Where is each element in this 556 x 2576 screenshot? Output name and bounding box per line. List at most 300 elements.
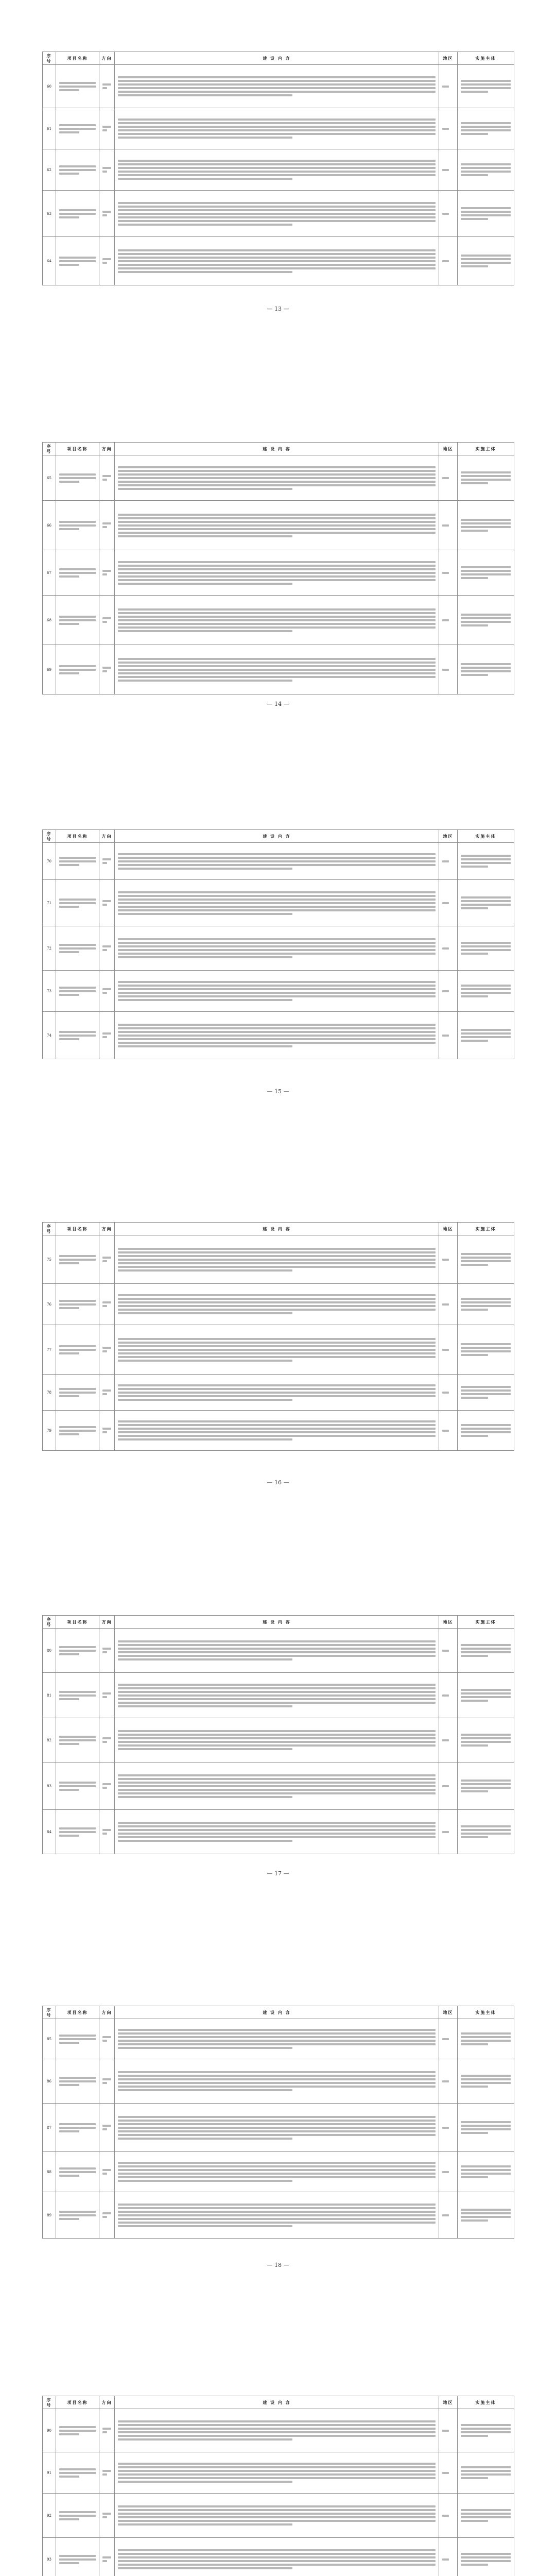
project-name-text [56, 596, 99, 645]
text-line [461, 1032, 511, 1035]
text-line [461, 985, 511, 987]
project-name-text [56, 1762, 99, 1810]
text-line [59, 2035, 96, 2037]
text-line [118, 864, 436, 866]
text-line [461, 2216, 511, 2218]
text-line [118, 94, 292, 96]
header-entity: 实施主体 [458, 2006, 514, 2019]
text-line [118, 1822, 436, 1824]
row-number: 80 [43, 1629, 56, 1673]
text-line [59, 2472, 96, 2474]
text-line [118, 568, 436, 570]
text-line [118, 2556, 436, 2558]
text-line [118, 2222, 436, 2224]
text-line [118, 1045, 292, 1047]
text-line [461, 2556, 511, 2558]
entity-text [458, 1673, 514, 1718]
text-line [102, 2169, 111, 2171]
project-name-text [56, 843, 99, 880]
text-line [118, 224, 292, 226]
text-line [118, 2036, 436, 2038]
content-text [115, 596, 439, 645]
text-line [461, 1298, 511, 1300]
text-line [461, 265, 488, 267]
entity-text [458, 455, 514, 501]
text-line [102, 1787, 107, 1789]
region-text [439, 1718, 458, 1762]
region-text [439, 237, 458, 285]
text-line [59, 1743, 79, 1745]
text-line [102, 479, 107, 481]
project-table [42, 1615, 514, 1854]
text-line [442, 477, 449, 479]
text-line [442, 669, 449, 671]
project-name-text [56, 2192, 99, 2239]
text-line [442, 1831, 449, 1833]
text-line [102, 1431, 107, 1433]
text-line [102, 2473, 107, 2476]
row-number: 89 [43, 2192, 56, 2239]
entity-text [458, 1718, 514, 1762]
text-line [118, 857, 436, 859]
text-line [59, 2130, 79, 2132]
text-line [118, 1836, 436, 1838]
text-line [118, 2516, 436, 2518]
text-line [461, 214, 511, 216]
text-line [118, 1262, 436, 1264]
header-seq: 序号 [43, 1223, 56, 1235]
text-line [59, 473, 96, 476]
text-line [442, 2080, 449, 2082]
table-row [43, 1629, 514, 1673]
content-text [115, 1375, 439, 1411]
page-number: — 14 — [267, 701, 289, 707]
mode-text [99, 550, 115, 596]
region-text [439, 1762, 458, 1810]
mode-text [99, 1411, 115, 1451]
text-line [118, 1309, 436, 1311]
text-line [118, 1431, 436, 1433]
text-line [102, 573, 107, 575]
text-line [118, 949, 436, 951]
text-line [461, 171, 511, 173]
text-line [461, 1264, 488, 1266]
project-table [42, 2396, 514, 2576]
text-line [118, 2435, 436, 2437]
text-line [59, 2511, 96, 2513]
text-line [118, 2218, 436, 2220]
text-line [59, 1827, 96, 1829]
text-line [118, 532, 436, 534]
content-text [115, 2019, 439, 2059]
project-name-text [56, 1235, 99, 1284]
text-line [118, 178, 292, 180]
text-line [59, 2167, 96, 2170]
entity-text [458, 2104, 514, 2152]
text-line [102, 2516, 107, 2518]
text-line [102, 2560, 107, 2562]
header-name: 项目名称 [56, 52, 99, 65]
text-line [59, 2080, 96, 2082]
text-line [461, 2428, 511, 2430]
text-line [118, 1356, 436, 1358]
text-line [118, 2431, 436, 2433]
text-line [59, 1694, 96, 1697]
row-number: 78 [43, 1375, 56, 1411]
text-line [461, 258, 511, 260]
header-seq: 序号 [43, 1616, 56, 1629]
project-name-text [56, 108, 99, 149]
text-line [461, 570, 511, 572]
text-line [461, 1744, 488, 1747]
text-line [118, 216, 436, 218]
mode-text [99, 1375, 115, 1411]
text-line [102, 1648, 111, 1650]
content-text [115, 1411, 439, 1451]
text-line [118, 2078, 436, 2080]
mode-text [99, 2538, 115, 2576]
text-line [118, 953, 436, 955]
text-line [118, 1360, 292, 1362]
text-line [461, 942, 511, 944]
table-row [43, 1718, 514, 1762]
text-line [461, 1644, 511, 1646]
text-line [118, 87, 436, 89]
text-line [118, 902, 436, 904]
text-line [461, 1036, 511, 1038]
entity-text [458, 880, 514, 926]
text-line [461, 566, 511, 568]
text-line [461, 904, 511, 906]
text-line [461, 2424, 511, 2426]
text-line [118, 2553, 436, 2555]
project-name-text [56, 926, 99, 971]
text-line [118, 938, 436, 940]
header-region: 地区 [439, 2396, 458, 2409]
row-number: 75 [43, 1235, 56, 1284]
text-line [118, 528, 436, 530]
text-line [461, 2036, 511, 2038]
text-line [118, 956, 292, 958]
text-line [102, 2470, 111, 2472]
text-line [102, 1393, 107, 1395]
header-entity: 实施主体 [458, 52, 514, 65]
content-text [115, 108, 439, 149]
content-text [115, 843, 439, 880]
text-line [59, 2077, 96, 2079]
text-line [59, 2426, 96, 2428]
project-name-text [56, 1718, 99, 1762]
project-name-text [56, 455, 99, 501]
text-line [442, 86, 449, 88]
text-line [102, 900, 111, 902]
header-entity: 实施主体 [458, 2396, 514, 2409]
project-table [42, 2006, 514, 2239]
text-line [59, 2218, 79, 2220]
text-line [461, 614, 511, 616]
content-text [115, 1629, 439, 1673]
text-line [461, 2470, 511, 2472]
text-line [118, 2123, 436, 2125]
text-line [442, 1349, 449, 1351]
text-line [461, 2043, 488, 2045]
text-line [118, 1294, 436, 1296]
text-line [118, 1796, 292, 1798]
text-line [118, 1640, 436, 1642]
table-row [43, 880, 514, 926]
text-line [461, 522, 511, 524]
text-line [118, 171, 436, 173]
text-line [102, 214, 107, 216]
text-line [118, 2207, 436, 2209]
text-line [102, 167, 111, 169]
text-line [118, 669, 436, 671]
table-row [43, 65, 514, 108]
mode-text [99, 1762, 115, 1810]
region-text [439, 1810, 458, 1854]
text-line [461, 163, 511, 165]
project-name-text [56, 880, 99, 926]
content-text [115, 1325, 439, 1375]
text-line [118, 1792, 436, 1794]
text-line [118, 630, 292, 632]
text-line [461, 133, 488, 135]
text-line [118, 1651, 436, 1653]
text-line [442, 1303, 449, 1306]
row-number: 85 [43, 2019, 56, 2059]
text-line [118, 2043, 436, 2045]
text-line [118, 2564, 436, 2566]
text-line [461, 83, 511, 86]
text-line [442, 128, 449, 130]
text-line [442, 1392, 449, 1394]
table-row [43, 1325, 514, 1375]
text-line [118, 481, 436, 483]
text-line [102, 2082, 107, 2084]
mode-text [99, 1810, 115, 1854]
text-line [118, 253, 436, 255]
header-region: 地区 [439, 1223, 458, 1235]
text-line [118, 680, 292, 682]
text-line [442, 2515, 449, 2517]
text-line [461, 1825, 511, 1827]
content-text [115, 645, 439, 694]
region-text [439, 501, 458, 550]
text-line [461, 1253, 511, 1255]
row-number: 63 [43, 191, 56, 237]
text-line [102, 475, 111, 477]
header-region: 地区 [439, 830, 458, 843]
text-line [461, 674, 488, 676]
text-line [461, 2173, 511, 2175]
text-line [59, 1691, 96, 1693]
text-line [59, 257, 96, 259]
text-line [118, 2567, 292, 2569]
project-name-text [56, 1673, 99, 1718]
text-line [59, 1831, 96, 1833]
text-line [102, 2078, 111, 2080]
text-line [461, 2128, 511, 2130]
table-row [43, 2019, 514, 2059]
project-name-text [56, 1411, 99, 1451]
header-name: 项目名称 [56, 2396, 99, 2409]
text-line [118, 206, 436, 208]
row-number: 62 [43, 149, 56, 191]
text-line [442, 260, 449, 262]
text-line [118, 2169, 436, 2171]
text-line [461, 907, 488, 909]
text-line [118, 2162, 436, 2164]
text-line [461, 2560, 511, 2562]
mode-text [99, 2409, 115, 2452]
text-line [442, 572, 449, 574]
text-line [102, 570, 111, 572]
text-line [461, 2520, 488, 2522]
text-line [461, 1651, 511, 1653]
table-row [43, 1762, 514, 1810]
entity-text [458, 108, 514, 149]
text-line [59, 2171, 96, 2173]
text-line [118, 2523, 292, 2526]
text-line [461, 1309, 488, 1311]
entity-text [458, 1810, 514, 1854]
text-line [118, 662, 436, 664]
text-line [461, 1696, 511, 1698]
text-line [59, 2433, 79, 2435]
region-text [439, 191, 458, 237]
text-line [59, 1789, 79, 1791]
table-row [43, 843, 514, 880]
header-name: 项目名称 [56, 1616, 99, 1629]
text-line [118, 1687, 436, 1689]
project-table [42, 52, 514, 285]
table-row [43, 2104, 514, 2152]
row-number: 83 [43, 1762, 56, 1810]
text-line [59, 128, 96, 130]
table-header-row [43, 830, 514, 843]
text-line [118, 575, 436, 578]
content-text [115, 1012, 439, 1059]
text-line [442, 524, 449, 527]
header-content: 建 设 内 容 [115, 2006, 439, 2019]
mode-text [99, 1012, 115, 1059]
text-line [461, 2477, 488, 2479]
text-line [118, 517, 436, 519]
header-seq: 序号 [43, 52, 56, 65]
text-line [461, 482, 488, 484]
text-line [118, 988, 436, 990]
mode-text [99, 2494, 115, 2538]
text-line [461, 211, 511, 213]
text-line [118, 264, 436, 266]
text-line [118, 83, 436, 86]
text-line [461, 2509, 511, 2511]
row-number: 60 [43, 65, 56, 108]
text-line [461, 1780, 511, 1782]
text-line [118, 658, 436, 660]
page-number: — 18 — [267, 2262, 289, 2268]
text-line [461, 1737, 511, 1739]
text-line [118, 623, 436, 625]
text-line [461, 1029, 511, 1031]
text-line [442, 2214, 449, 2216]
text-line [59, 264, 79, 266]
text-line [59, 213, 96, 215]
text-line [461, 1393, 511, 1395]
text-line [118, 895, 436, 897]
mode-text [99, 1284, 115, 1325]
text-line [118, 271, 292, 273]
text-line [461, 573, 511, 575]
entity-text [458, 191, 514, 237]
entity-text [458, 645, 514, 694]
text-line [118, 535, 292, 537]
text-line [118, 2424, 436, 2426]
text-line [59, 1352, 79, 1354]
text-line [461, 126, 511, 128]
mode-text [99, 645, 115, 694]
text-line [118, 853, 436, 855]
text-line [461, 2219, 488, 2222]
text-line [118, 909, 436, 911]
text-line [118, 2214, 436, 2216]
entity-text [458, 596, 514, 645]
entity-text [458, 2494, 514, 2538]
text-line [461, 577, 488, 579]
header-region: 地区 [439, 52, 458, 65]
text-line [118, 1658, 292, 1660]
header-name: 项目名称 [56, 443, 99, 455]
text-line [102, 1260, 107, 1262]
text-line [59, 1736, 96, 1738]
text-line [59, 2558, 96, 2561]
row-number: 93 [43, 2538, 56, 2576]
row-number: 87 [43, 2104, 56, 2152]
text-line [461, 91, 488, 93]
text-line [102, 1428, 111, 1430]
text-line [102, 2212, 111, 2214]
header-name: 项目名称 [56, 1223, 99, 1235]
mode-text [99, 1718, 115, 1762]
content-text [115, 149, 439, 191]
text-line [442, 947, 449, 950]
content-text [115, 971, 439, 1012]
text-line [118, 2040, 436, 2042]
text-line [461, 1790, 488, 1792]
text-line [59, 131, 79, 133]
region-text [439, 2059, 458, 2104]
text-line [461, 167, 511, 169]
row-number: 88 [43, 2152, 56, 2192]
text-line [461, 862, 511, 864]
text-line [118, 470, 436, 472]
entity-text [458, 2019, 514, 2059]
row-number: 76 [43, 1284, 56, 1325]
region-text [439, 2104, 458, 2152]
text-line [118, 992, 436, 994]
text-line [461, 1389, 511, 1392]
entity-text [458, 1762, 514, 1810]
header-mode: 方向 [99, 1223, 115, 1235]
text-line [118, 1349, 436, 1351]
text-line [59, 2211, 96, 2213]
text-line [59, 1430, 96, 1432]
text-line [118, 583, 292, 585]
row-number: 70 [43, 843, 56, 880]
text-line [118, 260, 436, 262]
project-name-text [56, 2494, 99, 2538]
text-line [118, 579, 436, 581]
